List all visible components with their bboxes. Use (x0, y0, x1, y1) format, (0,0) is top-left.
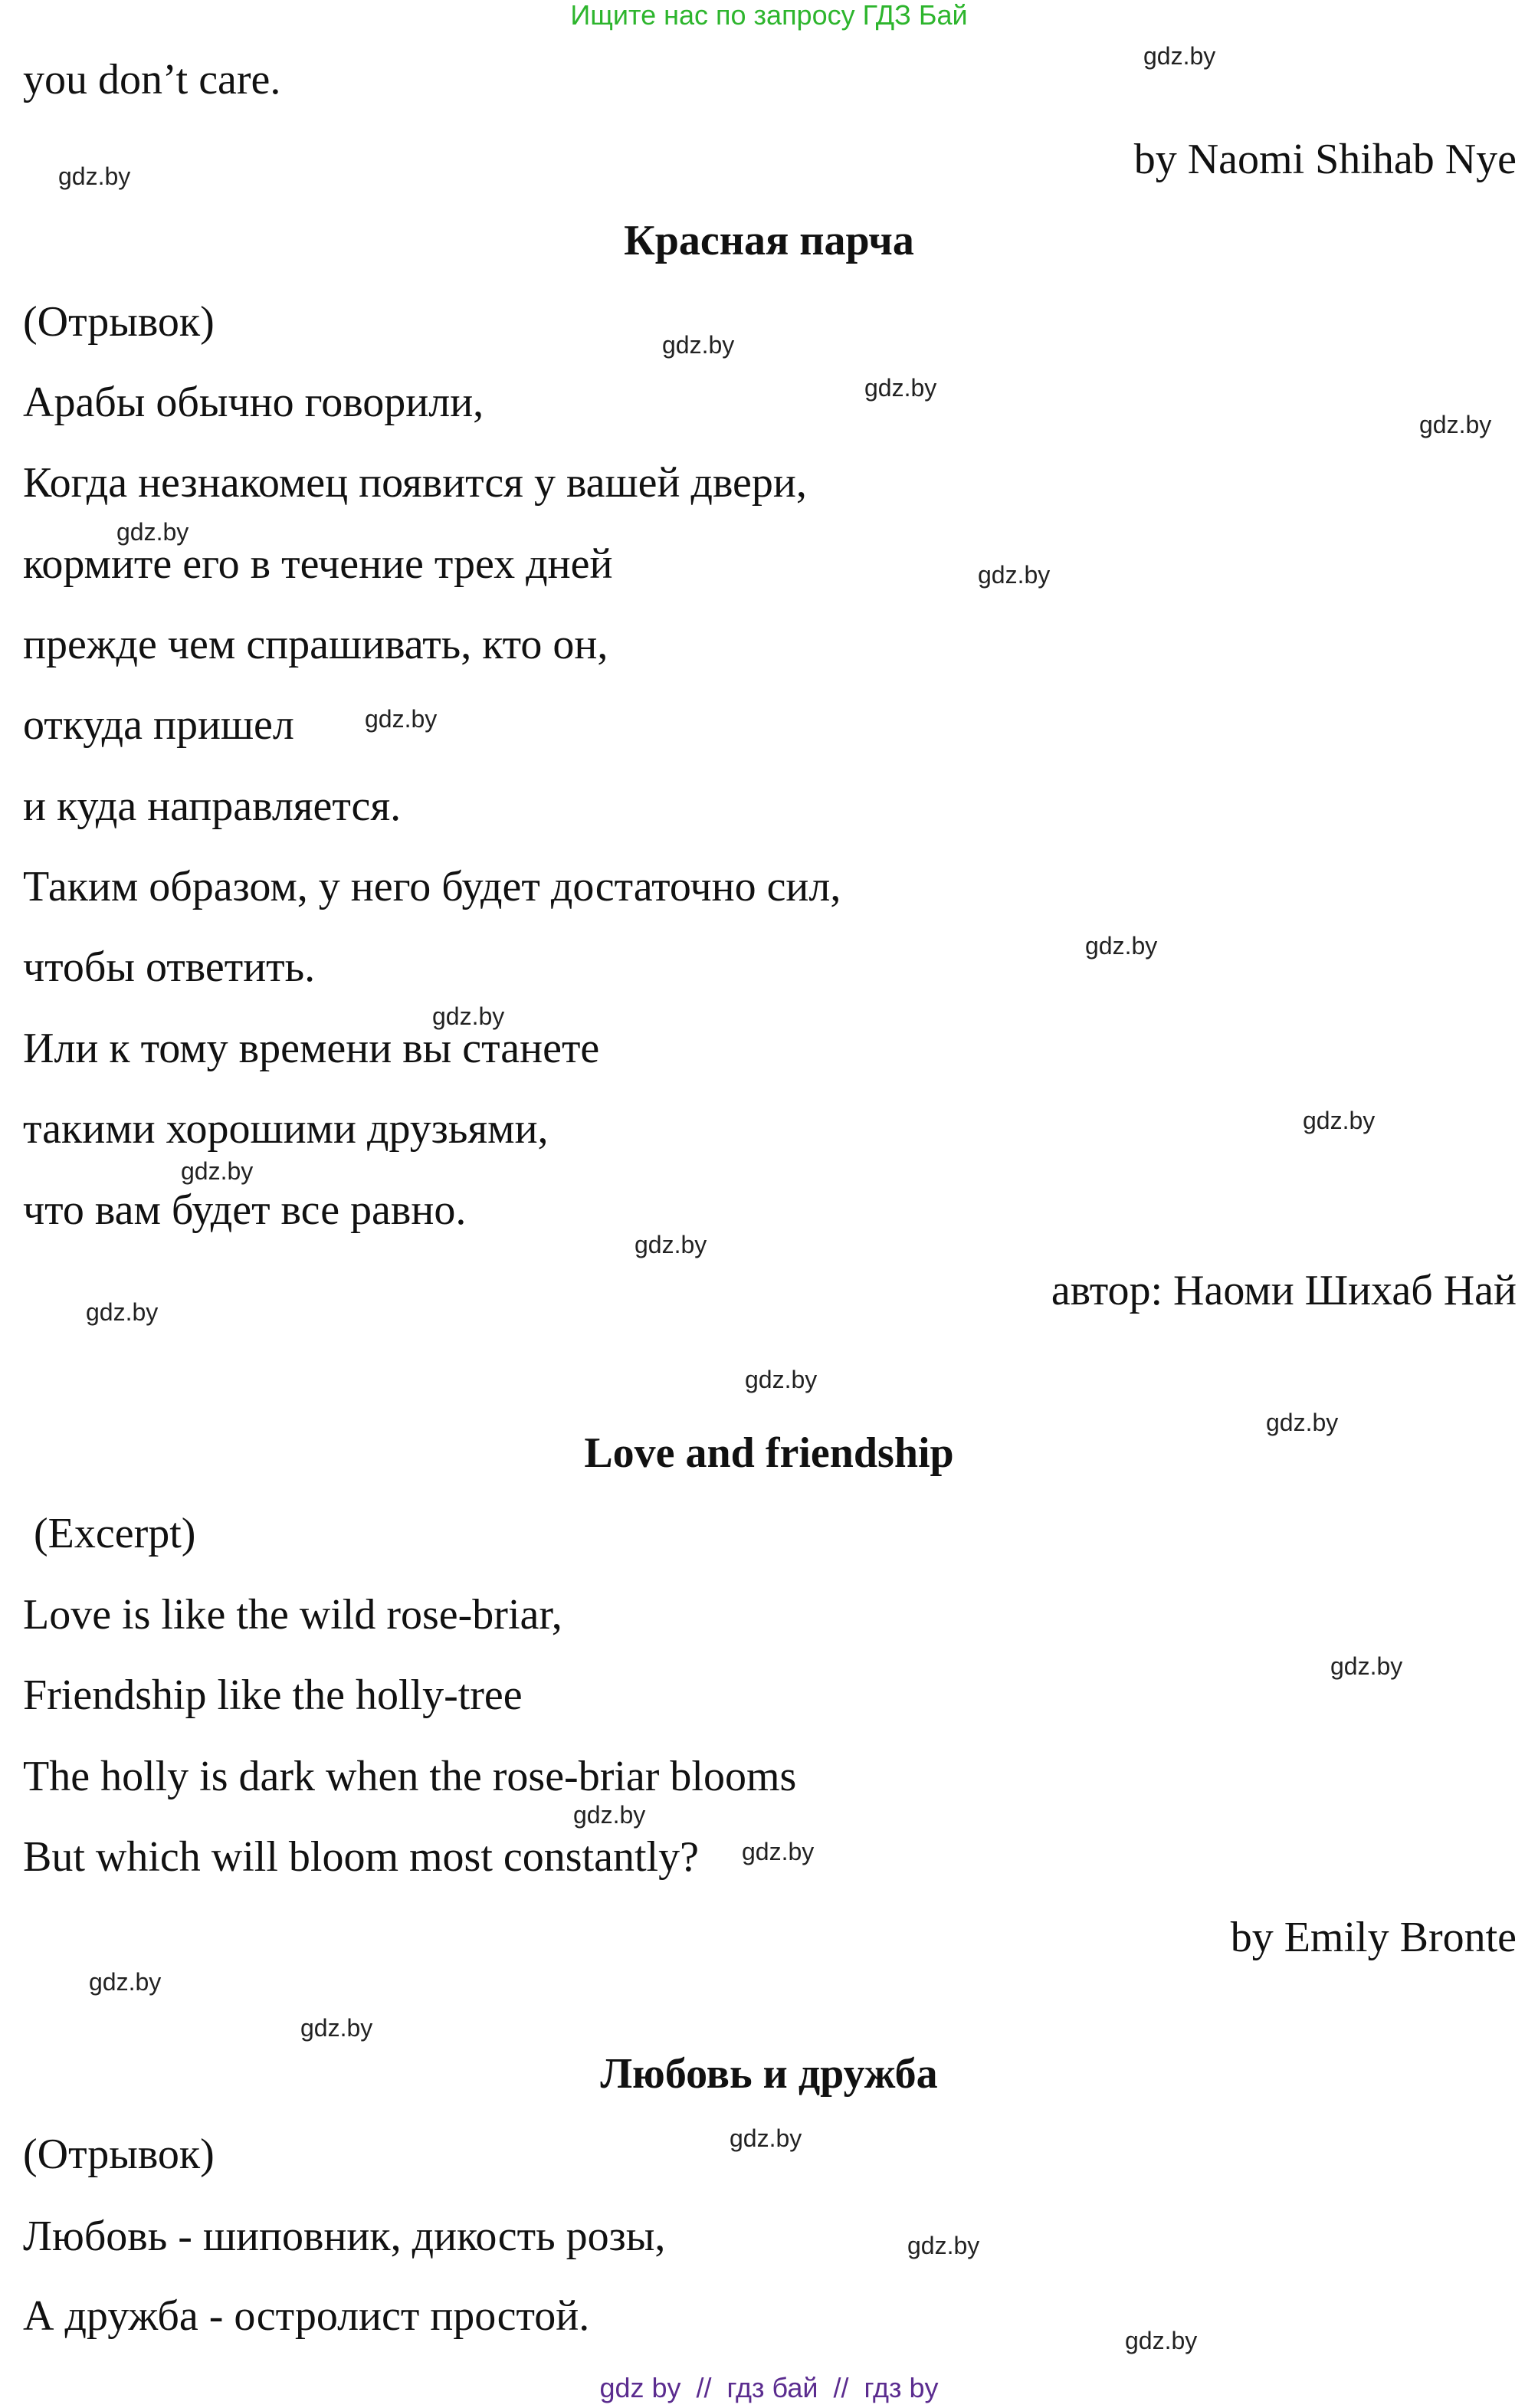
watermark: gdz.by (181, 1157, 254, 1185)
watermark: gdz.by (116, 518, 189, 546)
poem3-note: (Отрывок) (23, 2131, 215, 2178)
watermark: gdz.by (1330, 1652, 1403, 1680)
poem1-note: (Отрывок) (23, 298, 215, 346)
watermark: gdz.by (730, 2124, 802, 2152)
poem2-title: Love and friendship (584, 1429, 954, 1477)
poem1-line: Арабы обычно говорили, (23, 379, 484, 426)
watermark: gdz.by (573, 1801, 646, 1829)
watermark: gdz.by (907, 2232, 980, 2259)
poem1-line: Или к тому времени вы станете (23, 1025, 600, 1072)
poem2-line: The holly is dark when the rose-briar blooms (23, 1753, 797, 1800)
watermark: gdz.by (1266, 1409, 1339, 1436)
watermark: gdz.by (745, 1366, 818, 1393)
poem2-line: But which will bloom most constantly? (23, 1833, 699, 1881)
watermark: gdz.by (635, 1231, 707, 1258)
watermark: gdz.by (662, 331, 735, 359)
watermark: gdz.by (1303, 1107, 1376, 1134)
poem3-title: Любовь и дружба (600, 2050, 938, 2098)
watermark: gdz.by (742, 1838, 815, 1865)
poem1-line: кормите его в течение трех дней (23, 540, 613, 588)
bottom-banner: gdz by // гдз бай // гдз by (599, 2372, 939, 2403)
watermark: gdz.by (1419, 411, 1492, 438)
poem1-line: откуда пришел (23, 701, 294, 749)
poem1-line: что вам будет все равно. (23, 1186, 467, 1234)
poem2-note: (Excerpt) (23, 1510, 196, 1557)
poem2-line: Friendship like the holly-tree (23, 1671, 523, 1719)
poem3-line: Любовь - шиповник, дикость розы, (23, 2213, 666, 2260)
poem1-line: Когда незнакомец появится у вашей двери, (23, 459, 807, 507)
watermark: gdz.by (365, 705, 438, 733)
poem1-line: и куда направляется. (23, 782, 402, 830)
poem1-line: прежде чем спрашивать, кто он, (23, 621, 608, 668)
watermark: gdz.by (1085, 932, 1158, 960)
prev-poem-author: by Naomi Shihab Nye (1133, 136, 1517, 183)
poem2-author: by Emily Bronte (1230, 1914, 1517, 1961)
poem1-line: чтобы ответить. (23, 943, 316, 991)
poem2-line: Love is like the wild rose-briar, (23, 1591, 562, 1639)
watermark: gdz.by (89, 1968, 162, 1996)
watermark: gdz.by (1143, 42, 1216, 70)
watermark: gdz.by (864, 374, 937, 402)
watermark: gdz.by (1125, 2327, 1198, 2354)
poem1-line: Таким образом, у него будет достаточно сил, (23, 863, 841, 910)
poem1-author: автор: Наоми Шихаб Най (1051, 1267, 1517, 1314)
poem3-line: А дружба - остролист простой. (23, 2292, 590, 2340)
watermark: gdz.by (86, 1298, 159, 1326)
watermark: gdz.by (432, 1002, 505, 1030)
top-banner: Ищите нас по запросу ГДЗ Бай (570, 0, 968, 31)
watermark: gdz.by (300, 2014, 373, 2042)
watermark: gdz.by (58, 162, 131, 190)
poem1-line: такими хорошими друзьями, (23, 1105, 549, 1153)
poem1-title: Красная парча (624, 217, 914, 264)
watermark: gdz.by (978, 561, 1051, 589)
prev-poem-last-line: you don’t care. (23, 56, 281, 103)
